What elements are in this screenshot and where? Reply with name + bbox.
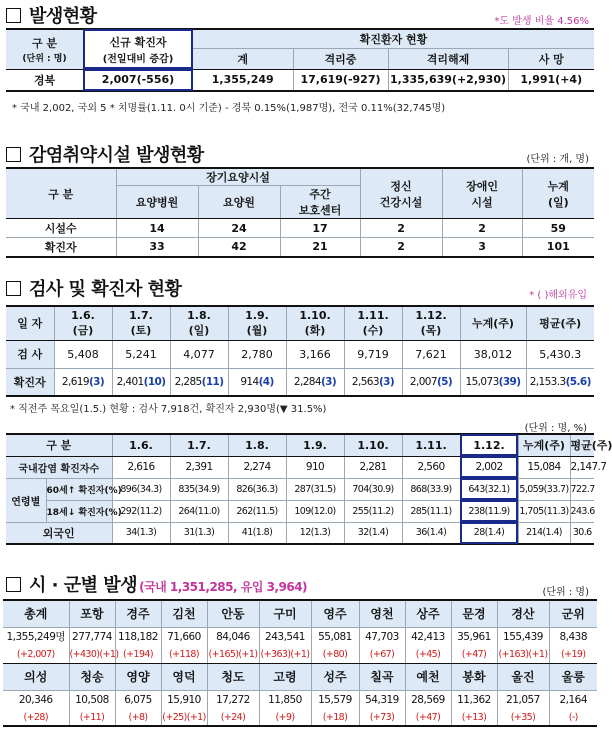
- region-total: 55,081: [311, 627, 359, 646]
- foreign-cell: 34(1.3): [112, 522, 170, 544]
- region-increase: (+2,007): [3, 646, 69, 663]
- cell: 17: [280, 219, 360, 238]
- row-label-tests: 검 사: [6, 340, 54, 368]
- checkbox-icon: [6, 577, 21, 592]
- cell: 21: [280, 238, 360, 257]
- region-total: 54,319: [359, 690, 405, 709]
- region-name: 울릉: [549, 663, 597, 690]
- over60-cell: 896(34.3): [112, 478, 170, 500]
- region-total: 277,774: [69, 627, 115, 646]
- col-date-5: 1.11. (수): [344, 306, 402, 340]
- region-total: 8,438: [559, 630, 588, 643]
- foreign-inflow-value: (3): [320, 375, 337, 388]
- region-name: 김천: [161, 600, 207, 627]
- foreign-cell: 12(1.3): [286, 522, 344, 544]
- col-date-4: 1.10. (화): [286, 306, 344, 340]
- cell: 33: [116, 238, 198, 257]
- foreign-inflow-value: (5.6): [565, 375, 591, 388]
- foreign-cell: 36(1.4): [402, 522, 460, 544]
- domestic-cell: 15,084: [518, 456, 570, 478]
- region-increase: (+118): [161, 646, 207, 663]
- col-average: 평균(주): [570, 434, 594, 456]
- foreign-inflow-value: (11): [201, 375, 224, 388]
- col-daycare: 주간 보호센터: [280, 186, 360, 219]
- region-total: 118,182: [115, 627, 161, 646]
- cell: 2: [442, 219, 522, 238]
- col-cumulative: 누계(주): [518, 434, 570, 456]
- region-increase: (+80): [311, 646, 359, 663]
- col-date-2: 1.8. (일): [170, 306, 228, 340]
- section3-title: 검사 및 확진자 현황: [6, 275, 181, 301]
- confirmed-value: 2,401: [116, 375, 144, 388]
- col-gubun: 구 분: [6, 434, 112, 456]
- region-total: 155,439: [497, 627, 549, 646]
- row-label-under18: 18세↓ 확진자(%): [46, 500, 112, 522]
- col-date-6: 1.12. (목): [402, 306, 460, 340]
- total-value: 1,355,249: [193, 69, 293, 91]
- region-name: 영덕: [161, 663, 207, 690]
- confirmed-cell: [54, 368, 112, 396]
- over60-cell: 826(36.3): [228, 478, 286, 500]
- fatality-note: * 국내 2,002, 국외 5 * 치명률(1.11. 0시 기준) - 경북 0.15%(1,987명), 전국 0.11%(32,745명): [12, 103, 446, 114]
- region-increase: (+25)(+1): [161, 709, 207, 726]
- under18-cell: 255(11.2): [344, 500, 402, 522]
- confirmed-cell: [170, 368, 228, 396]
- under18-cell: 238(11.9): [460, 500, 518, 522]
- col-mental-health: 정신 건강시설: [360, 168, 442, 219]
- foreign-inflow-value: (3): [378, 375, 395, 388]
- checkbox-icon: [6, 8, 21, 23]
- region-name: 청송: [69, 663, 115, 690]
- test-cell: 4,077: [170, 340, 228, 368]
- row-label-confirmed: 확진자: [6, 368, 54, 396]
- section1-title: 발생현황: [6, 2, 97, 28]
- col-date-4: 1.10.: [344, 434, 402, 456]
- test-cell: 2,780: [228, 340, 286, 368]
- region-name: 영주: [311, 600, 359, 627]
- region-total: 28,569: [405, 690, 451, 709]
- confirmed-value: 2,285: [174, 375, 202, 388]
- under18-cell: 262(11.5): [228, 500, 286, 522]
- region-name: 문경: [451, 600, 497, 627]
- col-date-1: 1.7. (토): [112, 306, 170, 340]
- region-name: 상주: [405, 600, 451, 627]
- region-total: 15,910: [161, 690, 207, 709]
- col-gubun: 구 분 (단위 : 명): [6, 29, 83, 69]
- region-name: 청도: [207, 663, 259, 690]
- region-name: 의성: [3, 663, 69, 690]
- foreign-cell: 214(1.4): [518, 522, 570, 544]
- foreign-cell: 28(1.4): [460, 522, 518, 544]
- over60-cell: 868(33.9): [402, 478, 460, 500]
- region-name: 칠곡: [359, 663, 405, 690]
- foreign-inflow-value: (5): [436, 375, 453, 388]
- region-increase: (+73): [359, 709, 405, 726]
- region-increase: (+11): [69, 709, 115, 726]
- isolation-value: 17,619(-927): [293, 69, 388, 91]
- region-increase: (-): [549, 709, 597, 726]
- facility-row: [6, 219, 594, 238]
- under18-cell: 285(11.1): [402, 500, 460, 522]
- cell: 2: [360, 219, 442, 238]
- col-date-3: 1.9. (월): [228, 306, 286, 340]
- row-label-domestic: 국내감염 확진자수: [6, 456, 112, 478]
- death-value: 1,991(+4): [508, 69, 594, 91]
- outbreak-ratio: *도 발생 비율 4.56%: [494, 16, 589, 27]
- confirmed-value: 2,284: [293, 375, 321, 388]
- region-increase: (+9): [259, 709, 311, 726]
- over60-cell: 643(32.1): [460, 478, 518, 500]
- col-date-0: 1.6.: [112, 434, 170, 456]
- confirmed-cell: [112, 368, 170, 396]
- region-total: 15,579: [311, 690, 359, 709]
- confirmed-cell: [526, 368, 594, 396]
- foreign-cell: 31(1.3): [170, 522, 228, 544]
- confirmed-value: 2,153.3: [529, 375, 566, 388]
- section5-unit: (단위 : 명): [542, 587, 589, 598]
- under18-cell: 264(11.0): [170, 500, 228, 522]
- checkbox-icon: [6, 281, 21, 296]
- section4-unit: (단위 : 명, %): [524, 423, 587, 434]
- region-total: 20,346: [3, 690, 69, 709]
- col-isolation: 격리중: [293, 48, 388, 69]
- facility-table: [6, 167, 594, 258]
- col-released: 격리해제: [388, 48, 508, 69]
- outbreak-table: [6, 28, 594, 92]
- confirmed-cell: [286, 368, 344, 396]
- region-total: 11,850: [259, 690, 311, 709]
- region-increase: (+19): [549, 646, 597, 663]
- cell: 14: [116, 219, 198, 238]
- row-label: 확진자: [6, 238, 116, 257]
- foreign-inflow-value: (3): [88, 375, 105, 388]
- under18-cell: 292(11.2): [112, 500, 170, 522]
- domestic-cell: 2,560: [402, 456, 460, 478]
- domestic-cell: 2,002: [460, 456, 518, 478]
- confirmed-cell: [402, 368, 460, 396]
- region-name: 경주: [115, 600, 161, 627]
- test-cell: 7,621: [402, 340, 460, 368]
- region-total: 17,272: [207, 690, 259, 709]
- cell: 3: [442, 238, 522, 257]
- region-increase: (+67): [359, 646, 405, 663]
- region-name: 안동: [207, 600, 259, 627]
- over60-cell: 704(30.9): [344, 478, 402, 500]
- region-increase: (+45): [405, 646, 451, 663]
- confirmed-value: 2,007: [409, 375, 437, 388]
- foreign-cell: 41(1.8): [228, 522, 286, 544]
- section5-subtitle: (국내 1,351,285, 유입 3,964): [139, 580, 308, 594]
- domestic-cell: 910: [286, 456, 344, 478]
- foreign-inflow-value: (10): [143, 375, 166, 388]
- region-table: [3, 599, 597, 727]
- region-total: 1,355,249명: [3, 627, 69, 646]
- region-increase: (+47): [451, 646, 497, 663]
- foreign-cell: 32(1.4): [344, 522, 402, 544]
- foreign-inflow-value: (39): [498, 375, 521, 388]
- col-date-6: 1.12.: [460, 434, 518, 456]
- domestic-cell: 2,147.7: [570, 456, 594, 478]
- col-date-2: 1.8.: [228, 434, 286, 456]
- domestic-cell: 2,274: [228, 456, 286, 478]
- region-name: 고령: [259, 663, 311, 690]
- domestic-cell: 2,281: [344, 456, 402, 478]
- region-name: 봉화: [451, 663, 497, 690]
- over60-cell: 722.7: [570, 478, 594, 500]
- under18-cell: 109(12.0): [286, 500, 344, 522]
- section2-unit: (단위 : 개, 명): [526, 154, 589, 165]
- region-total: 35,961: [451, 627, 497, 646]
- test-cell: 5,241: [112, 340, 170, 368]
- confirmed-value: 15,073: [465, 375, 499, 388]
- testing-table: [6, 305, 594, 397]
- col-gubun: 구 분: [6, 168, 116, 219]
- domestic-cell: 2,616: [112, 456, 170, 478]
- region-total: 21,057: [497, 690, 549, 709]
- col-average: 평균(주): [526, 306, 594, 340]
- row-label-gyeongbuk: 경북: [6, 69, 83, 91]
- checkbox-icon: [6, 147, 21, 162]
- released-value: 1,335,639(+2,930): [388, 69, 508, 91]
- test-cell: 3,166: [286, 340, 344, 368]
- test-cell: 9,719: [344, 340, 402, 368]
- region-total: 47,703: [359, 627, 405, 646]
- confirmed-value: 914: [240, 375, 259, 388]
- region-total: 243,541: [259, 627, 311, 646]
- under18-cell: 1,705(11.3): [518, 500, 570, 522]
- cell: 2: [360, 238, 442, 257]
- over60-cell: 5,059(33.7): [518, 478, 570, 500]
- region-name: 구미: [259, 600, 311, 627]
- region-increase: (+8): [115, 709, 161, 726]
- cell: 42: [198, 238, 280, 257]
- col-date-0: 1.6. (금): [54, 306, 112, 340]
- row-label-foreign: 외국인: [6, 522, 112, 544]
- foreign-inflow-note: * ( )해외유입: [529, 290, 587, 301]
- foreign-cell: 30.6: [570, 522, 594, 544]
- under18-cell: 243.6: [570, 500, 594, 522]
- domestic-cell: 2,391: [170, 456, 228, 478]
- col-total: 계: [193, 48, 293, 69]
- cell: 101: [522, 238, 594, 257]
- new-cases-value: 2,007(-556): [83, 69, 193, 91]
- confirmed-value: 2,563: [351, 375, 379, 388]
- region-name: 울진: [497, 663, 549, 690]
- col-date-3: 1.9.: [286, 434, 344, 456]
- region-total: 11,362: [451, 690, 497, 709]
- region-total: 84,046: [207, 627, 259, 646]
- over60-cell: 835(34.9): [170, 478, 228, 500]
- region-increase: (+47): [405, 709, 451, 726]
- confirmed-value: 2,619: [61, 375, 89, 388]
- region-total: 2,164: [559, 693, 588, 706]
- row-label-over60: 60세↑ 확진자(%): [46, 478, 112, 500]
- test-cell: 5,408: [54, 340, 112, 368]
- region-name: 예천: [405, 663, 451, 690]
- region-increase: (+24): [207, 709, 259, 726]
- region-name: 포항: [69, 600, 115, 627]
- confirmed-cell: [228, 368, 286, 396]
- row-label-age: 연령별: [6, 478, 46, 522]
- region-total: 10,508: [69, 690, 115, 709]
- region-increase: (+194): [115, 646, 161, 663]
- cell: 24: [198, 219, 280, 238]
- region-total: 6,075: [115, 690, 161, 709]
- col-nursing-home: 요양원: [198, 186, 280, 219]
- region-name: 영천: [359, 600, 405, 627]
- region-name: 경산: [497, 600, 549, 627]
- region-increase: (+28): [3, 709, 69, 726]
- test-cell: 38,012: [460, 340, 526, 368]
- col-new-cases: 신규 확진자 (전일대비 증감): [83, 29, 193, 69]
- section5-title: 시 · 군별 발생 (국내 1,351,285, 유입 3,964): [6, 571, 307, 597]
- row-label: 시설수: [6, 219, 116, 238]
- col-date-5: 1.11.: [402, 434, 460, 456]
- region-total: 71,660: [161, 627, 207, 646]
- col-nursing-hospital: 요양병원: [116, 186, 198, 219]
- facility-row: [6, 238, 594, 257]
- foreign-inflow-value: (4): [258, 375, 274, 388]
- col-disability: 장애인 시설: [442, 168, 522, 219]
- region-increase: (+363)(+1): [259, 646, 311, 663]
- age-table: [6, 433, 612, 545]
- prev-week-note: * 직전주 목요일(1.5.) 현황 : 검사 7,918건, 확진자 2,930명(▼ 31.5%): [10, 404, 327, 415]
- col-cumulative: 누계 (일): [522, 168, 594, 219]
- confirmed-cell: [344, 368, 402, 396]
- region-increase: (+13): [451, 709, 497, 726]
- region-name: 영양: [115, 663, 161, 690]
- region-increase: (+35): [497, 709, 549, 726]
- section2-title: 감염취약시설 발생현황: [6, 141, 204, 167]
- region-total: 42,413: [405, 627, 451, 646]
- region-increase: (+430)(+1): [69, 646, 115, 663]
- col-date: 일 자: [6, 306, 54, 340]
- col-death: 사 망: [508, 48, 594, 69]
- col-longterm-group: 장기요양시설: [116, 168, 360, 186]
- confirmed-cell: [460, 368, 526, 396]
- region-increase: (+163)(+1): [497, 646, 549, 663]
- over60-cell: 287(31.5): [286, 478, 344, 500]
- region-increase: (+165)(+1): [207, 646, 259, 663]
- col-cumulative: 누계(주): [460, 306, 526, 340]
- region-name: 성주: [311, 663, 359, 690]
- cell: 59: [522, 219, 594, 238]
- col-confirmed-group: 확진환자 현황: [193, 29, 594, 48]
- region-increase: (+18): [311, 709, 359, 726]
- col-date-1: 1.7.: [170, 434, 228, 456]
- region-name: 총계: [3, 600, 69, 627]
- region-name: 군위: [549, 600, 597, 627]
- test-cell: 5,430.3: [526, 340, 594, 368]
